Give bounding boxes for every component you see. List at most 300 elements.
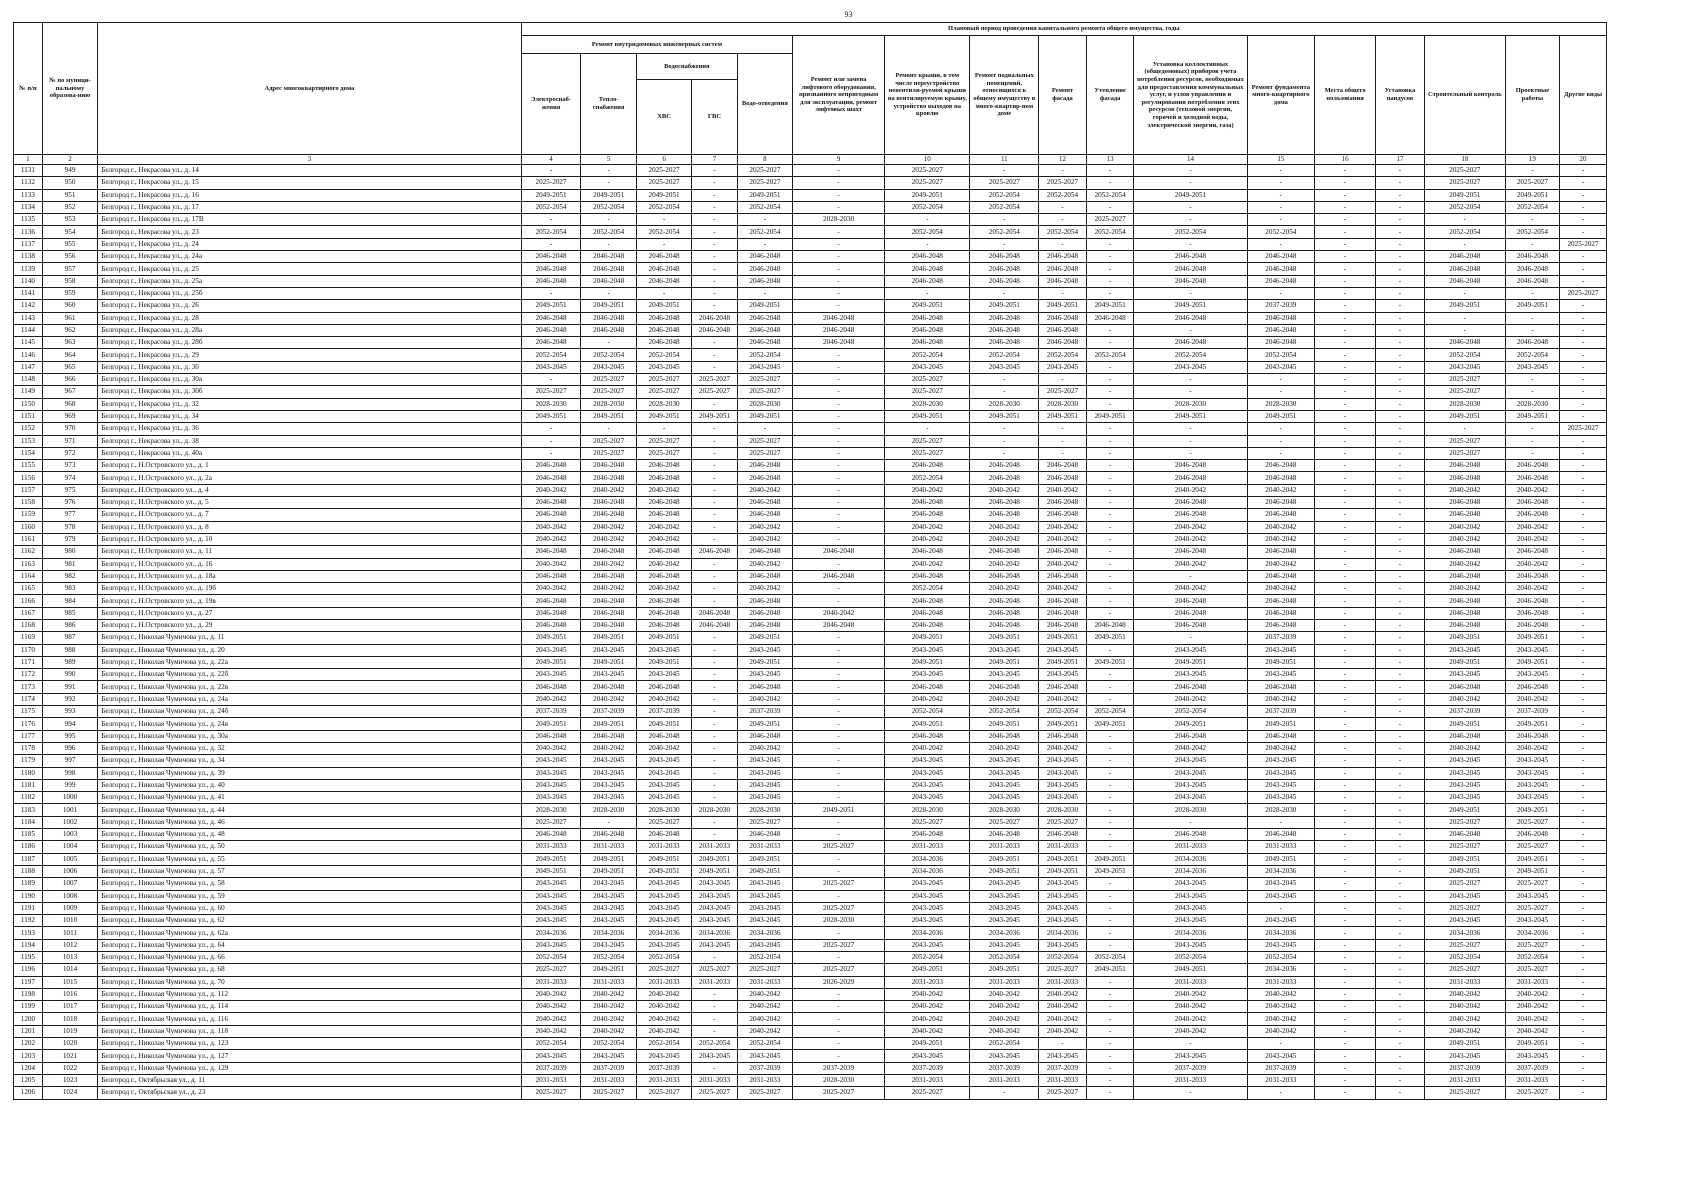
table-cell: -	[1424, 238, 1505, 250]
table-row	[14, 878, 1607, 890]
table-cell: -	[1086, 521, 1134, 533]
table-cell: 1005	[42, 853, 97, 865]
table-cell: 2040-2042	[970, 484, 1039, 496]
table-cell: -	[1560, 521, 1607, 533]
table-cell: 2049-2051	[636, 300, 691, 312]
table-cell: 1206	[14, 1087, 43, 1099]
table-cell: 2043-2045	[737, 878, 792, 890]
table-cell: 2049-2051	[1086, 964, 1134, 976]
table-cell: 2052-2054	[1039, 706, 1087, 718]
table-cell: 2046-2048	[737, 324, 792, 336]
table-cell: -	[692, 472, 737, 484]
table-cell: 2046-2048	[737, 570, 792, 582]
table-cell: -	[692, 829, 737, 841]
table-cell: 2025-2027	[636, 165, 691, 177]
table-cell: 2049-2051	[1505, 632, 1559, 644]
table-cell: 2046-2048	[1134, 595, 1247, 607]
table-cell: 2031-2033	[1134, 1074, 1247, 1086]
table-cell: 2046-2048	[1039, 337, 1087, 349]
table-cell: 2043-2045	[1424, 779, 1505, 791]
table-cell: 2046-2048	[737, 263, 792, 275]
table-cell: 2046-2048	[1424, 681, 1505, 693]
table-cell: -	[1315, 226, 1376, 238]
table-cell: -	[793, 1013, 885, 1025]
table-cell: 2046-2048	[1424, 251, 1505, 263]
table-cell: 2037-2039	[581, 706, 636, 718]
table-cell: -	[692, 521, 737, 533]
table-cell: 2034-2036	[1505, 927, 1559, 939]
table-cell: 2028-2030	[636, 398, 691, 410]
table-cell: -	[1376, 829, 1425, 841]
table-cell: -	[1560, 251, 1607, 263]
table-cell: 2043-2045	[970, 767, 1039, 779]
table-cell: 979	[42, 533, 97, 545]
table-cell: 2043-2045	[885, 1050, 970, 1062]
address-cell: Белгород г., Н.Островского ул., д. 2а	[98, 472, 521, 484]
table-cell: -	[1424, 287, 1505, 299]
table-cell: -	[793, 410, 885, 422]
table-cell: 2049-2051	[521, 410, 581, 422]
table-cell: 2046-2048	[1424, 546, 1505, 558]
table-cell: 1199	[14, 1001, 43, 1013]
table-cell: 2046-2048	[1134, 263, 1247, 275]
table-cell: 2043-2045	[1424, 767, 1505, 779]
table-cell: -	[1315, 915, 1376, 927]
table-cell: 2043-2045	[581, 361, 636, 373]
table-cell: 2052-2054	[636, 1038, 691, 1050]
table-cell: 2046-2048	[581, 607, 636, 619]
table-cell: 2046-2048	[737, 275, 792, 287]
table-cell: 2025-2027	[1424, 447, 1505, 459]
table-cell: 1169	[14, 632, 43, 644]
table-cell: 2046-2048	[737, 497, 792, 509]
table-cell: -	[793, 1038, 885, 1050]
table-cell: 2052-2054	[1039, 189, 1087, 201]
table-cell: -	[1086, 238, 1134, 250]
table-cell: 2049-2051	[1134, 410, 1247, 422]
table-cell: 997	[42, 755, 97, 767]
table-cell: 2046-2048	[737, 730, 792, 742]
table-cell: 2052-2054	[1134, 226, 1247, 238]
header-municipal-no: № по муници-пальному образова-нию	[42, 23, 97, 155]
table-row	[14, 1038, 1607, 1050]
table-cell: 2025-2027	[521, 816, 581, 828]
table-cell: -	[1247, 201, 1315, 213]
table-cell: 2052-2054	[970, 952, 1039, 964]
table-cell: -	[1315, 570, 1376, 582]
table-cell: 2052-2054	[521, 201, 581, 213]
table-cell: 2031-2033	[1134, 841, 1247, 853]
table-cell: 2046-2048	[636, 275, 691, 287]
table-cell: 2052-2054	[1134, 706, 1247, 718]
table-cell: 2046-2048	[1424, 570, 1505, 582]
table-cell: 2049-2051	[1134, 964, 1247, 976]
table-cell: -	[1424, 214, 1505, 226]
address-cell: Белгород г., Николая Чумичова ул., д. 41	[98, 792, 521, 804]
table-cell: -	[1134, 324, 1247, 336]
table-cell: 1019	[42, 1025, 97, 1037]
table-cell: -	[1376, 1087, 1425, 1099]
table-cell: -	[581, 214, 636, 226]
table-cell: 2040-2042	[1247, 1013, 1315, 1025]
table-cell: 2043-2045	[737, 669, 792, 681]
table-cell: 2028-2030	[1505, 398, 1559, 410]
table-cell: 2049-2051	[737, 656, 792, 668]
table-cell: 2046-2048	[737, 546, 792, 558]
table-cell: 2025-2027	[1560, 238, 1607, 250]
table-cell: 2046-2048	[1247, 263, 1315, 275]
table-cell: -	[970, 435, 1039, 447]
table-cell: -	[793, 398, 885, 410]
table-row	[14, 902, 1607, 914]
table-cell: 1006	[42, 865, 97, 877]
table-cell: 2031-2033	[636, 976, 691, 988]
table-row	[14, 1050, 1607, 1062]
table-row	[14, 546, 1607, 558]
table-cell: -	[1315, 361, 1376, 373]
table-cell: 2043-2045	[970, 792, 1039, 804]
table-cell: 2043-2045	[737, 779, 792, 791]
table-cell: -	[692, 1025, 737, 1037]
table-cell: 2034-2036	[737, 927, 792, 939]
table-row	[14, 952, 1607, 964]
table-cell: 2049-2051	[1505, 718, 1559, 730]
table-cell: 1176	[14, 718, 43, 730]
table-cell: 2043-2045	[970, 361, 1039, 373]
table-cell: 2046-2048	[581, 275, 636, 287]
table-cell: -	[970, 423, 1039, 435]
table-cell: 2043-2045	[1247, 767, 1315, 779]
table-cell: 2028-2030	[581, 398, 636, 410]
address-cell: Белгород г., Н.Островского ул., д. 4	[98, 484, 521, 496]
table-cell: 1010	[42, 915, 97, 927]
table-cell: -	[1376, 460, 1425, 472]
table-cell: -	[1315, 619, 1376, 631]
table-cell: 2040-2042	[1505, 1013, 1559, 1025]
table-row	[14, 988, 1607, 1000]
table-cell: 2049-2051	[1505, 300, 1559, 312]
table-cell: -	[970, 214, 1039, 226]
table-cell: 2049-2051	[737, 410, 792, 422]
table-cell: 2040-2042	[737, 1025, 792, 1037]
table-cell: 1002	[42, 816, 97, 828]
address-cell: Белгород г., Некрасова ул., д. 30а	[98, 374, 521, 386]
table-cell: 2046-2048	[970, 829, 1039, 841]
table-row	[14, 915, 1607, 927]
address-cell: Белгород г., Н.Островского ул., д. 29	[98, 619, 521, 631]
table-cell: 2046-2048	[1424, 472, 1505, 484]
table-row	[14, 410, 1607, 422]
table-cell: 949	[42, 165, 97, 177]
table-cell: -	[793, 952, 885, 964]
table-cell: -	[692, 189, 737, 201]
table-cell: -	[692, 349, 737, 361]
column-number: 17	[1376, 155, 1425, 165]
table-cell: -	[1134, 214, 1247, 226]
table-cell: 2043-2045	[1247, 1050, 1315, 1062]
table-cell: -	[692, 484, 737, 496]
table-cell: 2046-2048	[692, 546, 737, 558]
table-cell: -	[1315, 312, 1376, 324]
table-cell: 2049-2051	[1247, 410, 1315, 422]
table-cell: 2046-2048	[521, 595, 581, 607]
table-cell: 2049-2051	[521, 718, 581, 730]
table-cell: -	[1376, 742, 1425, 754]
table-cell: -	[581, 423, 636, 435]
table-cell: 2040-2042	[737, 988, 792, 1000]
table-cell: 2028-2030	[1039, 398, 1087, 410]
table-cell: -	[692, 583, 737, 595]
table-cell: -	[1134, 1038, 1247, 1050]
table-cell: -	[793, 201, 885, 213]
table-cell: 2049-2051	[1086, 718, 1134, 730]
table-cell: 2040-2042	[581, 583, 636, 595]
table-row	[14, 300, 1607, 312]
table-cell: 2031-2033	[581, 976, 636, 988]
table-cell: 2028-2030	[737, 804, 792, 816]
table-cell: 2043-2045	[1247, 878, 1315, 890]
table-cell: -	[1560, 324, 1607, 336]
table-cell: -	[1039, 423, 1087, 435]
address-cell: Белгород г., Николая Чумичова ул., д. 30а	[98, 730, 521, 742]
table-cell: 2040-2042	[1134, 988, 1247, 1000]
column-number: 1	[14, 155, 43, 165]
table-cell: 1159	[14, 509, 43, 521]
table-cell: 1147	[14, 361, 43, 373]
table-cell: 2040-2042	[521, 1013, 581, 1025]
table-cell: 2046-2048	[1424, 460, 1505, 472]
table-cell: 2043-2045	[581, 915, 636, 927]
table-cell: 2046-2048	[636, 829, 691, 841]
table-cell: -	[692, 988, 737, 1000]
table-cell: -	[1247, 1087, 1315, 1099]
table-cell: 2040-2042	[521, 484, 581, 496]
table-cell: 1142	[14, 300, 43, 312]
table-cell: 2025-2027	[885, 435, 970, 447]
table-cell: -	[1315, 460, 1376, 472]
table-cell: -	[793, 656, 885, 668]
table-cell: 2025-2027	[737, 964, 792, 976]
table-cell: -	[1086, 533, 1134, 545]
table-cell: 2040-2042	[737, 484, 792, 496]
table-cell: 2043-2045	[1039, 767, 1087, 779]
table-cell: 2043-2045	[521, 1050, 581, 1062]
address-cell: Белгород г., Николая Чумичова ул., д. 116	[98, 1013, 521, 1025]
table-row	[14, 669, 1607, 681]
table-cell: 2043-2045	[1039, 915, 1087, 927]
table-cell: 2046-2048	[885, 324, 970, 336]
table-cell: 2040-2042	[1039, 1013, 1087, 1025]
table-cell: -	[1086, 337, 1134, 349]
table-cell: 2040-2042	[1039, 1001, 1087, 1013]
table-cell: 1187	[14, 853, 43, 865]
table-cell: 2040-2042	[1247, 583, 1315, 595]
table-cell: -	[1376, 656, 1425, 668]
table-cell: -	[1247, 902, 1315, 914]
table-cell: 2043-2045	[1505, 361, 1559, 373]
table-cell: -	[1086, 988, 1134, 1000]
table-cell: 1131	[14, 165, 43, 177]
table-cell: 1156	[14, 472, 43, 484]
table-cell: 2046-2048	[1505, 681, 1559, 693]
table-cell: -	[1376, 1062, 1425, 1074]
table-row	[14, 374, 1607, 386]
table-cell: 2049-2051	[1247, 718, 1315, 730]
table-cell: -	[692, 681, 737, 693]
table-cell: 2046-2048	[1247, 472, 1315, 484]
table-cell: -	[1560, 681, 1607, 693]
table-cell: 2046-2048	[521, 312, 581, 324]
table-cell: 2046-2048	[1039, 730, 1087, 742]
table-cell: 2040-2042	[1424, 558, 1505, 570]
table-cell: 2049-2051	[581, 964, 636, 976]
table-cell: 2040-2042	[970, 533, 1039, 545]
table-cell: 967	[42, 386, 97, 398]
header-roof: Ремонт крыши, в том числе переустройство невентили-руемой крыши на вентилируемую крышу, устройство выходов на кровлю	[885, 36, 970, 155]
table-row	[14, 226, 1607, 238]
address-cell: Белгород г., Н.Островского ул., д. 11	[98, 546, 521, 558]
table-cell: 2040-2042	[636, 1001, 691, 1013]
table-cell: 2043-2045	[737, 902, 792, 914]
table-cell: -	[692, 226, 737, 238]
table-cell: -	[885, 238, 970, 250]
table-cell: 2049-2051	[885, 410, 970, 422]
table-cell: 963	[42, 337, 97, 349]
table-cell: -	[1039, 447, 1087, 459]
table-cell: -	[1560, 804, 1607, 816]
table-cell: 954	[42, 226, 97, 238]
table-cell: -	[1376, 755, 1425, 767]
table-cell: -	[1315, 263, 1376, 275]
table-cell: -	[636, 238, 691, 250]
table-cell: 2049-2051	[636, 410, 691, 422]
address-cell: Белгород г., Николая Чумичова ул., д. 62а	[98, 927, 521, 939]
table-cell: 2046-2048	[737, 681, 792, 693]
table-cell: 2031-2033	[1134, 976, 1247, 988]
table-cell: -	[1086, 1013, 1134, 1025]
table-cell: 2025-2027	[521, 386, 581, 398]
table-cell: -	[1315, 1013, 1376, 1025]
table-cell: -	[1315, 558, 1376, 570]
table-cell: 2046-2048	[1505, 595, 1559, 607]
table-cell: 2049-2051	[970, 853, 1039, 865]
header-insulation: Утепление фасада	[1086, 36, 1134, 155]
address-cell: Белгород г., Николая Чумичова ул., д. 24а	[98, 693, 521, 705]
table-cell: 2049-2051	[521, 300, 581, 312]
table-cell: 1013	[42, 952, 97, 964]
table-cell: 2052-2054	[970, 1038, 1039, 1050]
table-cell: 2049-2051	[581, 853, 636, 865]
table-cell: 2037-2039	[885, 1062, 970, 1074]
table-cell: -	[1134, 165, 1247, 177]
table-cell: -	[793, 644, 885, 656]
table-cell: 1144	[14, 324, 43, 336]
table-cell: 2046-2048	[885, 497, 970, 509]
table-cell: 2034-2036	[1134, 865, 1247, 877]
table-cell: -	[1086, 251, 1134, 263]
table-cell: -	[1376, 472, 1425, 484]
table-cell: 2025-2027	[793, 878, 885, 890]
table-cell: -	[1315, 976, 1376, 988]
table-cell: 2049-2051	[581, 300, 636, 312]
table-cell: -	[793, 361, 885, 373]
table-cell: -	[1315, 755, 1376, 767]
table-cell: 2034-2036	[885, 853, 970, 865]
table-cell: 2046-2048	[581, 497, 636, 509]
table-cell: 2043-2045	[970, 755, 1039, 767]
address-cell: Белгород г., Н.Островского ул., д. 7	[98, 509, 521, 521]
table-cell: -	[793, 767, 885, 779]
table-cell: -	[1086, 816, 1134, 828]
table-cell: -	[1134, 632, 1247, 644]
table-cell: -	[1315, 939, 1376, 951]
table-cell: 2049-2051	[885, 718, 970, 730]
table-cell: 2046-2048	[970, 312, 1039, 324]
table-cell: 2046-2048	[636, 546, 691, 558]
table-cell: -	[521, 287, 581, 299]
table-cell: 2040-2042	[581, 558, 636, 570]
table-cell: 2046-2048	[521, 497, 581, 509]
table-cell: -	[1315, 165, 1376, 177]
table-cell: -	[1086, 767, 1134, 779]
table-cell: -	[581, 816, 636, 828]
table-cell: 1016	[42, 988, 97, 1000]
address-cell: Белгород г., Некрасова ул., д. 23	[98, 226, 521, 238]
table-cell: -	[1376, 1001, 1425, 1013]
table-cell: 2043-2045	[885, 755, 970, 767]
table-cell: 2046-2048	[737, 460, 792, 472]
header-construction-control: Строительный контроль	[1424, 36, 1505, 155]
table-cell: -	[793, 251, 885, 263]
table-cell: -	[1315, 964, 1376, 976]
table-cell: 2043-2045	[970, 915, 1039, 927]
table-cell: -	[1086, 165, 1134, 177]
table-cell: 2043-2045	[636, 792, 691, 804]
table-cell: 2040-2042	[737, 1001, 792, 1013]
table-row	[14, 287, 1607, 299]
table-cell: 2040-2042	[581, 484, 636, 496]
table-cell: 1191	[14, 902, 43, 914]
table-cell: -	[1086, 177, 1134, 189]
table-cell: 2046-2048	[737, 472, 792, 484]
table-cell: 2025-2027	[1505, 902, 1559, 914]
table-cell: 2031-2033	[581, 841, 636, 853]
table-cell: -	[692, 165, 737, 177]
table-cell: 2040-2042	[885, 693, 970, 705]
table-cell: -	[1560, 558, 1607, 570]
table-cell: 2034-2036	[1247, 865, 1315, 877]
table-cell: -	[1315, 472, 1376, 484]
table-cell: 1152	[14, 423, 43, 435]
table-row	[14, 435, 1607, 447]
table-cell: -	[1376, 669, 1425, 681]
table-cell: 2046-2048	[581, 619, 636, 631]
table-cell: -	[1560, 656, 1607, 668]
table-cell: -	[793, 890, 885, 902]
table-cell: -	[1315, 337, 1376, 349]
table-cell: -	[970, 1087, 1039, 1099]
table-cell: 1133	[14, 189, 43, 201]
table-cell: 2046-2048	[970, 472, 1039, 484]
table-cell: -	[1560, 755, 1607, 767]
table-cell: 2049-2051	[1134, 300, 1247, 312]
table-cell: 2040-2042	[1247, 742, 1315, 754]
table-row	[14, 767, 1607, 779]
header-meters: Установка коллективных (общедомовых) приборов учета потребления ресурсов, необходимых для предоставления коммунальных услуг, и узлов управления и регулирования потребления этих ресурсов (тепловой энергии, горячей и холодной воды, электрической энергии, газа)	[1134, 36, 1247, 155]
address-cell: Белгород г., Николая Чумичова ул., д. 129	[98, 1062, 521, 1074]
table-cell: 2049-2051	[1424, 189, 1505, 201]
table-row	[14, 607, 1607, 619]
